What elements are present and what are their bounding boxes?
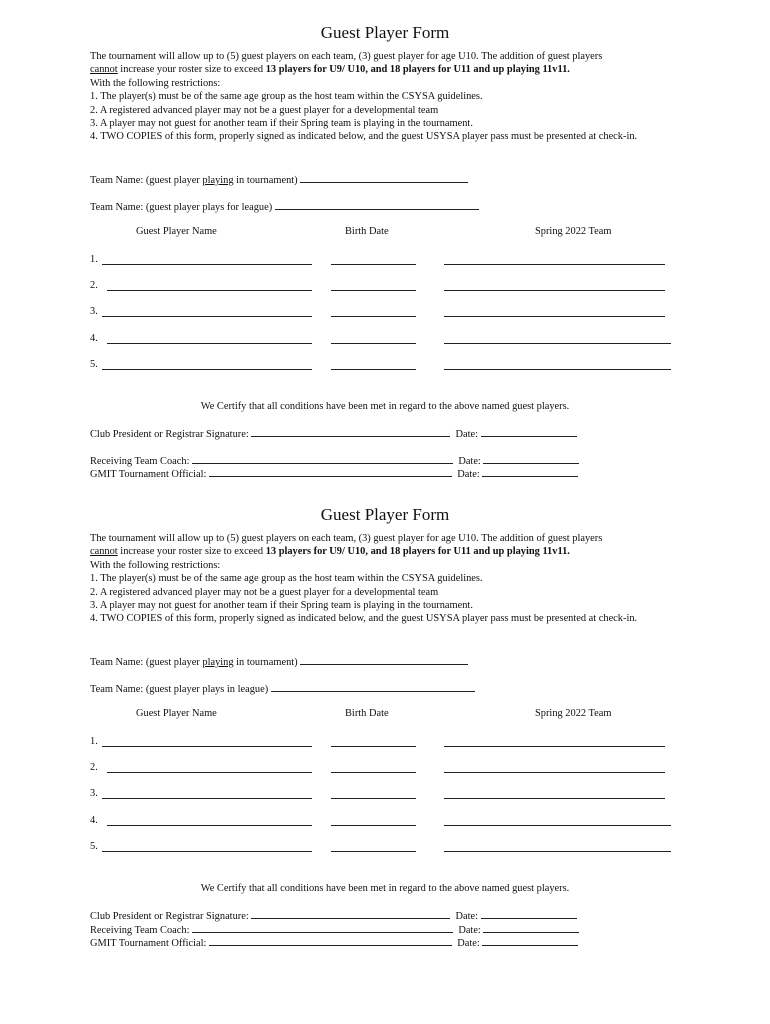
official-signature-label: GMIT Tournament Official:: [90, 469, 207, 480]
col-birth-date: Birth Date: [345, 226, 389, 237]
team-name-league-field[interactable]: [90, 682, 475, 695]
player-name-line[interactable]: [102, 851, 312, 852]
player-name-line[interactable]: [102, 746, 312, 747]
intro-text-b: increase your roster size to exceed: [117, 546, 266, 558]
coach-signature-label: Receiving Team Coach:: [90, 925, 190, 936]
team-name-blank[interactable]: [300, 173, 468, 183]
row-number: 2.: [90, 762, 98, 773]
row-number: 3.: [90, 306, 98, 317]
col-guest-player-name: Guest Player Name: [136, 226, 217, 237]
col-spring-team: Spring 2022 Team: [535, 708, 612, 719]
intro-bold-limits: 13 players for U9/ U10, and 18 players for U11 and up playing 11v11.: [265, 546, 570, 558]
restriction-item: 4. TWO COPIES of this form, properly signed as indicated below, and the guest USYSA player pass must be presented at check-in.: [90, 613, 638, 625]
row-number: 4.: [90, 333, 98, 344]
date-label: Date:: [458, 456, 481, 467]
row-number: 1.: [90, 736, 98, 747]
date-label: Date:: [455, 429, 479, 440]
restriction-item: 2. A registered advanced player may not be a guest player for a developmental team: [90, 586, 439, 598]
official-signature-blank[interactable]: [209, 936, 452, 946]
player-name-line[interactable]: [102, 798, 312, 799]
date-label: Date:: [455, 911, 479, 922]
row-number: 5.: [90, 359, 98, 370]
intro-cannot: cannot: [90, 546, 118, 558]
form-title: Guest Player Form: [320, 505, 450, 524]
form-title: Guest Player Form: [320, 23, 450, 42]
official-signature-label: GMIT Tournament Official:: [90, 938, 207, 949]
date-label: Date:: [457, 469, 480, 480]
league-label: Team Name: (guest player plays in league): [90, 684, 269, 695]
col-guest-player-name: Guest Player Name: [136, 708, 217, 719]
team-name-label-a: Team Name: (guest player: [90, 657, 203, 668]
row-number: 5.: [90, 841, 98, 852]
team-name-label-b: in tournament): [233, 657, 298, 668]
player-name-line[interactable]: [102, 369, 312, 370]
spring-team-line[interactable]: [444, 851, 671, 852]
coach-signature-field[interactable]: [90, 454, 579, 467]
president-signature-field[interactable]: [90, 427, 577, 440]
coach-signature-blank[interactable]: [192, 923, 453, 933]
team-name-tournament-field[interactable]: [90, 173, 468, 186]
intro-paragraph: [90, 532, 690, 559]
certify-statement: We Certify that all conditions have been met in regard to the above named guest players.: [200, 401, 570, 412]
restrictions-heading: With the following restrictions:: [90, 559, 221, 571]
date-blank[interactable]: [481, 427, 577, 437]
player-name-line[interactable]: [107, 290, 312, 291]
coach-signature-label: Receiving Team Coach:: [90, 456, 190, 467]
date-label: Date:: [457, 938, 480, 949]
intro-text-a: The tournament will allow up to (5) guest players on each team, (3) guest player for age U10. The addition of guest players: [90, 51, 603, 62]
president-signature-blank[interactable]: [251, 909, 450, 919]
date-blank[interactable]: [483, 454, 579, 464]
player-name-line[interactable]: [102, 316, 312, 317]
spring-team-line[interactable]: [444, 772, 665, 773]
birth-date-line[interactable]: [331, 343, 416, 344]
birth-date-line[interactable]: [331, 772, 416, 773]
spring-team-line[interactable]: [444, 798, 665, 799]
form-intro: [90, 50, 690, 144]
spring-team-line[interactable]: [444, 316, 665, 317]
restriction-item: 3. A player may not guest for another team if their Spring team is playing in the tournament.: [90, 118, 473, 130]
birth-date-line[interactable]: [331, 369, 416, 370]
date-label: Date:: [458, 925, 481, 936]
birth-date-line[interactable]: [331, 825, 416, 826]
row-number: 3.: [90, 788, 98, 799]
date-blank[interactable]: [481, 909, 577, 919]
player-row[interactable]: [90, 280, 690, 294]
player-row[interactable]: [90, 359, 690, 373]
spring-team-line[interactable]: [444, 369, 671, 370]
player-row[interactable]: [90, 762, 690, 776]
official-signature-field[interactable]: [90, 467, 578, 480]
spring-team-line[interactable]: [444, 343, 671, 344]
intro-bold-limits: 13 players for U9/ U10, and 18 players for U11 and up playing 11v11.: [265, 64, 570, 76]
restrictions-heading: With the following restrictions:: [90, 77, 221, 89]
restrictions-list: [90, 90, 690, 144]
player-row[interactable]: [90, 815, 690, 829]
restriction-item: 1. The player(s) must be of the same age group as the host team within the CSYSA guidelines.: [90, 573, 483, 585]
birth-date-line[interactable]: [331, 851, 416, 852]
birth-date-line[interactable]: [331, 746, 416, 747]
restriction-item: 1. The player(s) must be of the same age group as the host team within the CSYSA guidelines.: [90, 91, 483, 103]
player-row[interactable]: [90, 306, 690, 320]
spring-team-line[interactable]: [444, 264, 665, 265]
player-row[interactable]: [90, 788, 690, 802]
league-label: Team Name: (guest player plays for league): [90, 202, 273, 213]
official-signature-blank[interactable]: [209, 467, 452, 477]
president-signature-blank[interactable]: [251, 427, 450, 437]
date-blank[interactable]: [483, 923, 579, 933]
birth-date-line[interactable]: [331, 264, 416, 265]
restriction-item: 2. A registered advanced player may not be a guest player for a developmental team: [90, 104, 439, 116]
player-row[interactable]: [90, 841, 690, 855]
president-signature-field[interactable]: [90, 909, 577, 922]
player-name-line[interactable]: [102, 264, 312, 265]
intro-text-a: The tournament will allow up to (5) guest players on each team, (3) guest player for age U10. The addition of guest players: [90, 533, 603, 544]
restrictions-list: [90, 572, 690, 626]
spring-team-line[interactable]: [444, 825, 671, 826]
col-birth-date: Birth Date: [345, 708, 389, 719]
player-row[interactable]: [90, 333, 690, 347]
row-number: 4.: [90, 815, 98, 826]
player-name-line[interactable]: [107, 772, 312, 773]
player-name-line[interactable]: [107, 343, 312, 344]
team-name-tournament-field[interactable]: [90, 655, 468, 668]
player-name-line[interactable]: [107, 825, 312, 826]
guest-player-form-2: [0, 504, 770, 949]
birth-date-line[interactable]: [331, 798, 416, 799]
date-blank[interactable]: [482, 467, 578, 477]
coach-signature-field[interactable]: [90, 923, 579, 936]
date-blank[interactable]: [482, 936, 578, 946]
col-spring-team: Spring 2022 Team: [535, 226, 612, 237]
team-name-label-a: Team Name: (guest player: [90, 175, 203, 186]
certify-statement: We Certify that all conditions have been met in regard to the above named guest players.: [200, 883, 570, 894]
official-signature-field[interactable]: [90, 936, 578, 949]
team-name-blank[interactable]: [300, 655, 468, 665]
intro-cannot: cannot: [90, 64, 118, 76]
intro-paragraph: [90, 50, 690, 77]
player-row[interactable]: [90, 736, 690, 750]
form-intro: [90, 532, 690, 626]
president-signature-label: Club President or Registrar Signature:: [90, 429, 249, 440]
birth-date-line[interactable]: [331, 316, 416, 317]
league-blank[interactable]: [271, 682, 475, 692]
intro-text-b: increase your roster size to exceed: [117, 64, 266, 76]
spring-team-line[interactable]: [444, 746, 665, 747]
guest-player-form-1: [0, 22, 770, 480]
team-name-league-field[interactable]: [90, 200, 479, 213]
coach-signature-blank[interactable]: [192, 454, 453, 464]
team-name-label-b: in tournament): [233, 175, 298, 186]
league-blank[interactable]: [275, 200, 479, 210]
team-name-playing: playing: [202, 657, 234, 668]
row-number: 1.: [90, 254, 98, 265]
player-row[interactable]: [90, 254, 690, 268]
spring-team-line[interactable]: [444, 290, 665, 291]
restriction-item: 4. TWO COPIES of this form, properly signed as indicated below, and the guest USYSA player pass must be presented at check-in.: [90, 131, 638, 143]
restriction-item: 3. A player may not guest for another team if their Spring team is playing in the tournament.: [90, 600, 473, 612]
row-number: 2.: [90, 280, 98, 291]
president-signature-label: Club President or Registrar Signature:: [90, 911, 249, 922]
team-name-playing: playing: [202, 175, 234, 186]
birth-date-line[interactable]: [331, 290, 416, 291]
